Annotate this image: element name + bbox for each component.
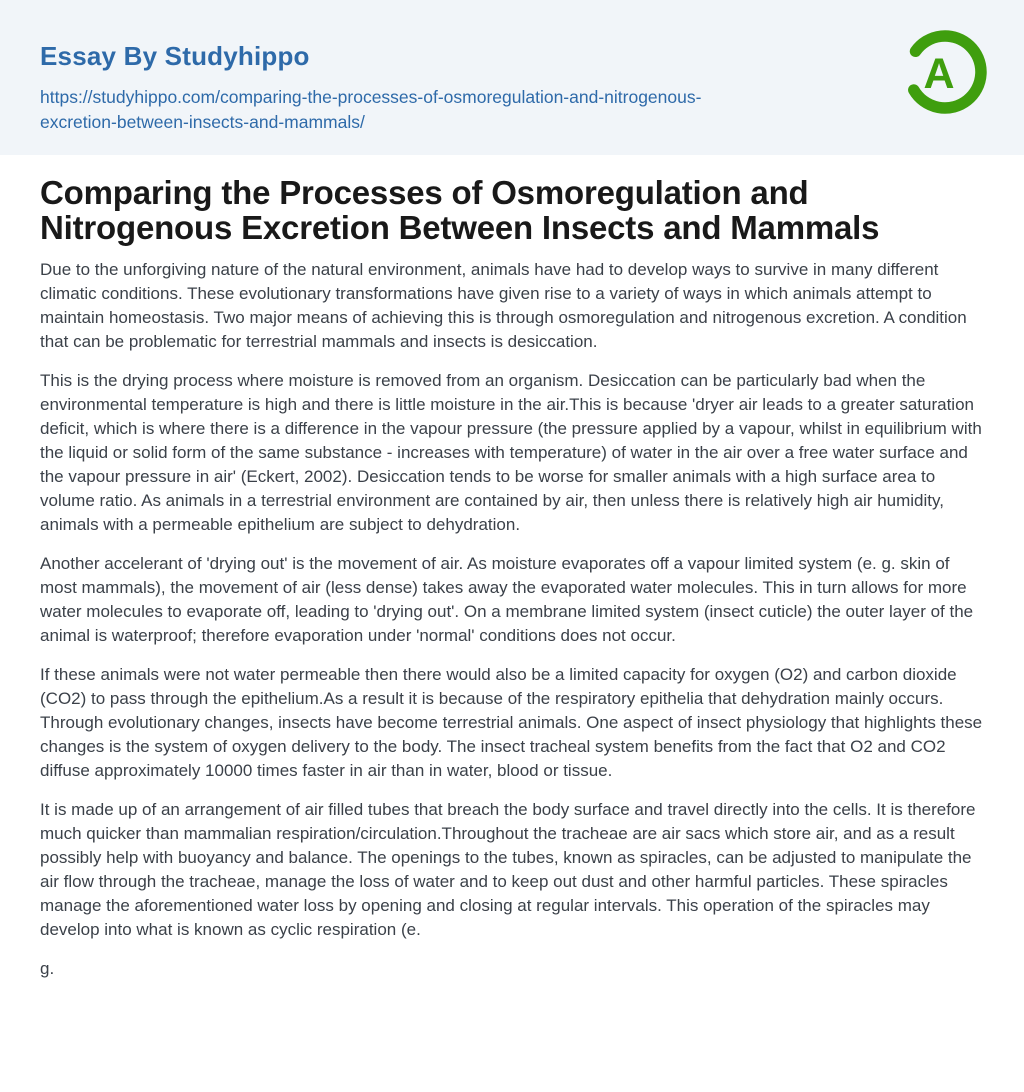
essay-paragraph: Another accelerant of 'drying out' is the movement of air. As moisture evaporates off a vapour limited system (e. g. skin of most mammals), the movement of air (less dense) takes away the evaporated water molecules. This in turn allows for more water molecules to evaporate off, leading to 'drying out'. On a membrane limited system (insect cuticle) the outer layer of the animal is waterproof; therefore evaporation under 'normal' conditions does not occur.	[40, 554, 974, 645]
studyhippo-logo	[903, 30, 987, 114]
essay-title: Comparing the Processes of Osmoregulation and Nitrogenous Excretion Between Insects and Mammals	[40, 174, 880, 246]
page-header	[0, 0, 1024, 155]
logo-letter: A	[923, 50, 955, 98]
site-title: Essay By Studyhippo	[40, 41, 310, 71]
essay-paragraph: This is the drying process where moisture is removed from an organism. Desiccation can be particularly bad when the environmental temperature is high and there is little moisture in the air.This is because 'dryer air leads to a greater saturation deficit, which is where there is a difference in the vapour pressure (the pressure applied by a vapour, whilst in equilibrium with the liquid or solid form of the same substance - increases with temperature) of water in the air over a free water surface and the vapour pressure in air' (Eckert, 2002). Desiccation tends to be worse for smaller animals with a high surface area to volume ratio. As animals in a terrestrial environment are contained by air, then unless there is relatively high air humidity, animals with a permeable epithelium are subject to dehydration.	[40, 371, 982, 534]
essay-paragraph: Due to the unforgiving nature of the natural environment, animals have had to develop ways to survive in many different climatic conditions. These evolutionary transformations have given rise to a variety of ways in which animals attempt to maintain homeostasis. Two major means of achieving this is through osmoregulation and nitrogenous excretion. A condition that can be problematic for terrestrial mammals and insects is desiccation.	[40, 260, 967, 351]
essay-paragraph: If these animals were not water permeable then there would also be a limited capacity for oxygen (O2) and carbon dioxide (CO2) to pass through the epithelium.As a result it is because of the respiratory epithelia that dehydration mainly occurs. Through evolutionary changes, insects have become terrestrial animals. One aspect of insect physiology that highlights these changes is the system of oxygen delivery to the body. The insect tracheal system benefits from the fact that O2 and CO2 diffuse approximately 10000 times faster in air than in water, blood or tissue.	[40, 665, 983, 780]
source-url-link[interactable]: https://studyhippo.com/comparing-the-processes-of-osmoregulation-and-nitrogenous-excretion-between-insects-and-mammals/	[40, 87, 702, 132]
essay-content	[0, 175, 1024, 981]
essay-paragraph: g.	[40, 959, 55, 978]
logo-arc-icon	[903, 30, 987, 114]
essay-paragraph: It is made up of an arrangement of air filled tubes that breach the body surface and travel directly into the cells. It is therefore much quicker than mammalian respiration/circulation.Throughout the tracheae are air sacs which store air, and as a result possibly help with buoyancy and balance. The openings to the tubes, known as spiracles, can be adjusted to manipulate the air flow through the tracheae, manage the loss of water and to keep out dust and other harmful particles. These spiracles manage the aforementioned water loss by opening and closing at regular intervals. This operation of the spiracles may develop into what is known as cyclic respiration (e.	[40, 800, 976, 939]
